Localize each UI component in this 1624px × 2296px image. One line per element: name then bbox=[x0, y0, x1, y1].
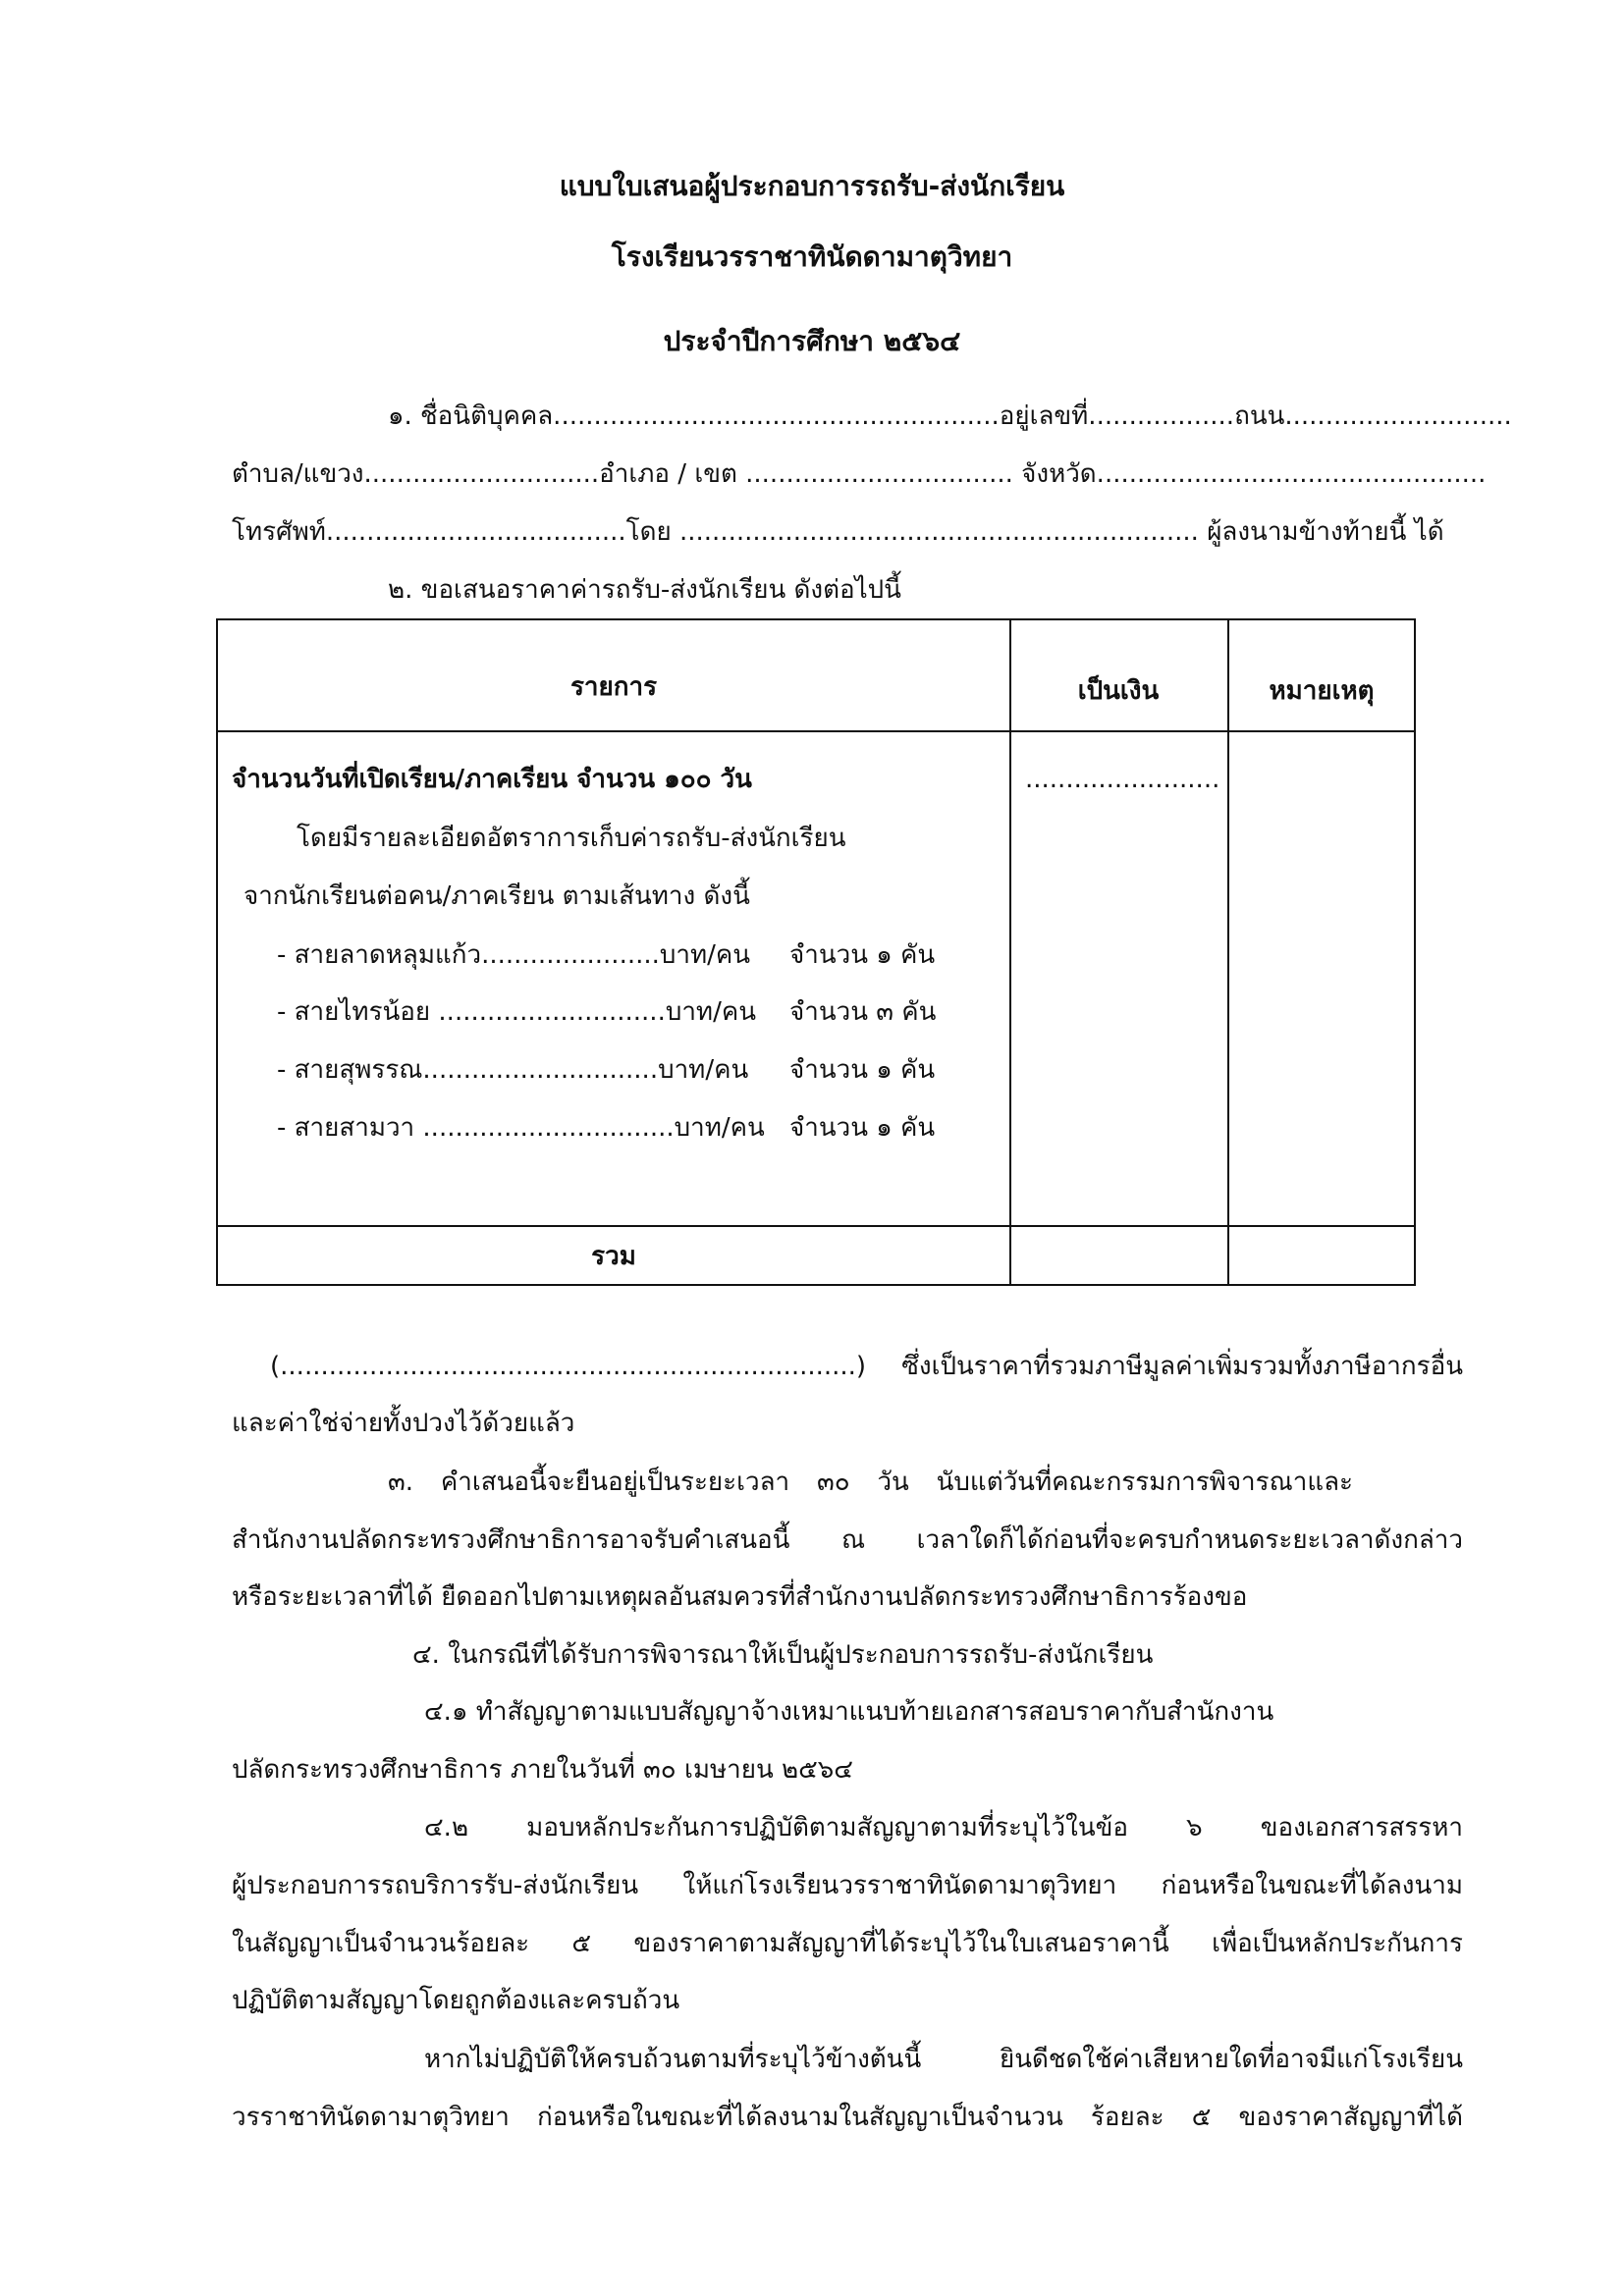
penalty-line-2: วรราชาทินัดดามาตุวิทยา ก่อนหรือในขณะที่ได้ลงนามในสัญญาเป็นจำนวน ร้อยละ ๕ ของราคาสัญญาที่ได้ bbox=[232, 2103, 1463, 2132]
intro-line-4: ๒. ขอเสนอราคาค่ารถรับ-ส่งนักเรียน ดังต่อไปนี้ bbox=[388, 575, 901, 605]
clause-3-line-1: ๓. คำเสนอนี้จะยืนอยู่เป็นระยะเวลา ๓๐ วัน นับแต่วันที่คณะกรรมการพิจารณาและ bbox=[388, 1468, 1353, 1497]
route-qty: จำนวน ๓ คัน bbox=[789, 997, 937, 1027]
amount-blank: ........................ bbox=[1025, 765, 1220, 794]
route-qty: จำนวน ๑ คัน bbox=[789, 1113, 936, 1143]
clause-4-2-line-1: ๔.๒ มอบหลักประกันการปฏิบัติตามสัญญาตามที่ระบุไว้ในข้อ ๖ ของเอกสารสรรหา bbox=[424, 1813, 1463, 1842]
school-days-row: จำนวนวันที่เปิดเรียน/ภาคเรียน จำนวน ๑๐๐ วัน bbox=[232, 765, 752, 794]
table-divider bbox=[1009, 620, 1011, 1284]
vat-statement-cont: และค่าใช่จ่ายทั้งปวงไว้ด้วยแล้ว bbox=[232, 1409, 575, 1438]
header-remark: หมายเหตุ bbox=[1269, 676, 1375, 706]
price-text-blank: (.......................................................................) bbox=[270, 1352, 867, 1381]
description-line-1: โดยมีรายละเอียดอัตราการเก็บค่ารถรับ-ส่งนักเรียน bbox=[297, 824, 846, 853]
clause-4-2-line-3: ในสัญญาเป็นจำนวนร้อยละ ๕ ของราคาตามสัญญาที่ได้ระบุไว้ในใบเสนอราคานี้ เพื่อเป็นหลักประกันการ bbox=[232, 1929, 1463, 1958]
clause-4-1-line-2: ปลัดกระทรวงศึกษาธิการ ภายในวันที่ ๓๐ เมษายน ๒๕๖๔ bbox=[232, 1755, 853, 1785]
route-name: - สายสุพรรณ.............................บาท/คน bbox=[277, 1055, 749, 1085]
route-name: - สายไทรน้อย ............................บาท/คน bbox=[277, 997, 756, 1027]
penalty-line-1: หากไม่ปฏิบัติให้ครบถ้วนตามที่ระบุไว้ข้างต้นนี้ ยินดีชดใช้ค่าเสียหายใดที่อาจมีแก่โรงเรียน bbox=[424, 2045, 1463, 2074]
header-item: รายการ bbox=[569, 672, 658, 702]
price-table bbox=[216, 618, 1416, 1286]
intro-line-1: ๑. ชื่อนิติบุคคล.......................................................อยู่เลขที่..................ถนน............................ bbox=[388, 401, 1512, 431]
header-amount: เป็นเงิน bbox=[1077, 676, 1160, 706]
clause-4-line-1: ๔. ในกรณีที่ได้รับการพิจารณาให้เป็นผู้ประกอบการรถรับ-ส่งนักเรียน bbox=[412, 1640, 1154, 1670]
table-divider bbox=[218, 730, 1414, 732]
title-line-2: โรงเรียนวรราชาทินัดดามาตุวิทยา bbox=[611, 240, 1013, 273]
title-line-3: ประจำปีการศึกษา ๒๕๖๔ bbox=[663, 325, 961, 357]
description-line-2: จากนักเรียนต่อคน/ภาคเรียน ตามเส้นทาง ดังนี้ bbox=[244, 881, 750, 911]
intro-line-3: โทรศัพท์.....................................โดย ................................................................ ผู้ลงนามข้างท้ายนี้ ได้ bbox=[232, 517, 1444, 547]
route-qty: จำนวน ๑ คัน bbox=[789, 940, 936, 970]
clause-4-2-line-4: ปฏิบัติตามสัญญาโดยถูกต้องและครบถ้วน bbox=[232, 1986, 680, 2015]
title-line-1: แบบใบเสนอผู้ประกอบการรถรับ-ส่งนักเรียน bbox=[559, 170, 1065, 202]
total-label: รวม bbox=[591, 1242, 636, 1271]
vat-statement: ซึ่งเป็นราคาที่รวมภาษีมูลค่าเพิ่มรวมทั้งภาษีอากรอื่น bbox=[901, 1352, 1463, 1381]
clause-4-1-line-1: ๔.๑ ทำสัญญาตามแบบสัญญาจ้างเหมาแนบท้ายเอกสารสอบราคากับสำนักงาน bbox=[424, 1697, 1274, 1727]
route-qty: จำนวน ๑ คัน bbox=[789, 1055, 936, 1085]
table-divider bbox=[218, 1225, 1414, 1227]
table-divider bbox=[1227, 620, 1229, 1284]
clause-4-2-line-2: ผู้ประกอบการรถบริการรับ-ส่งนักเรียน ให้แก่โรงเรียนวรราชาทินัดดามาตุวิทยา ก่อนหรือในขณะที่ได้ลงนาม bbox=[232, 1871, 1463, 1900]
intro-line-2: ตำบล/แขวง.............................อำเภอ / เขต ................................. จังหวัด................................................ bbox=[232, 459, 1487, 489]
clause-3-line-3: หรือระยะเวลาที่ได้ ยืดออกไปตามเหตุผลอันสมควรที่สำนักงานปลัดกระทรวงศึกษาธิการร้องขอ bbox=[232, 1582, 1248, 1612]
route-name: - สายสามวา ...............................บาท/คน bbox=[277, 1113, 765, 1143]
clause-3-line-2: สำนักงานปลัดกระทรวงศึกษาธิการอาจรับคำเสนอนี้ ณ เวลาใดก็ได้ก่อนที่จะครบกำหนดระยะเวลาดังกล่าว bbox=[232, 1525, 1463, 1555]
route-name: - สายลาดหลุมแก้ว......................บาท/คน bbox=[277, 940, 751, 970]
